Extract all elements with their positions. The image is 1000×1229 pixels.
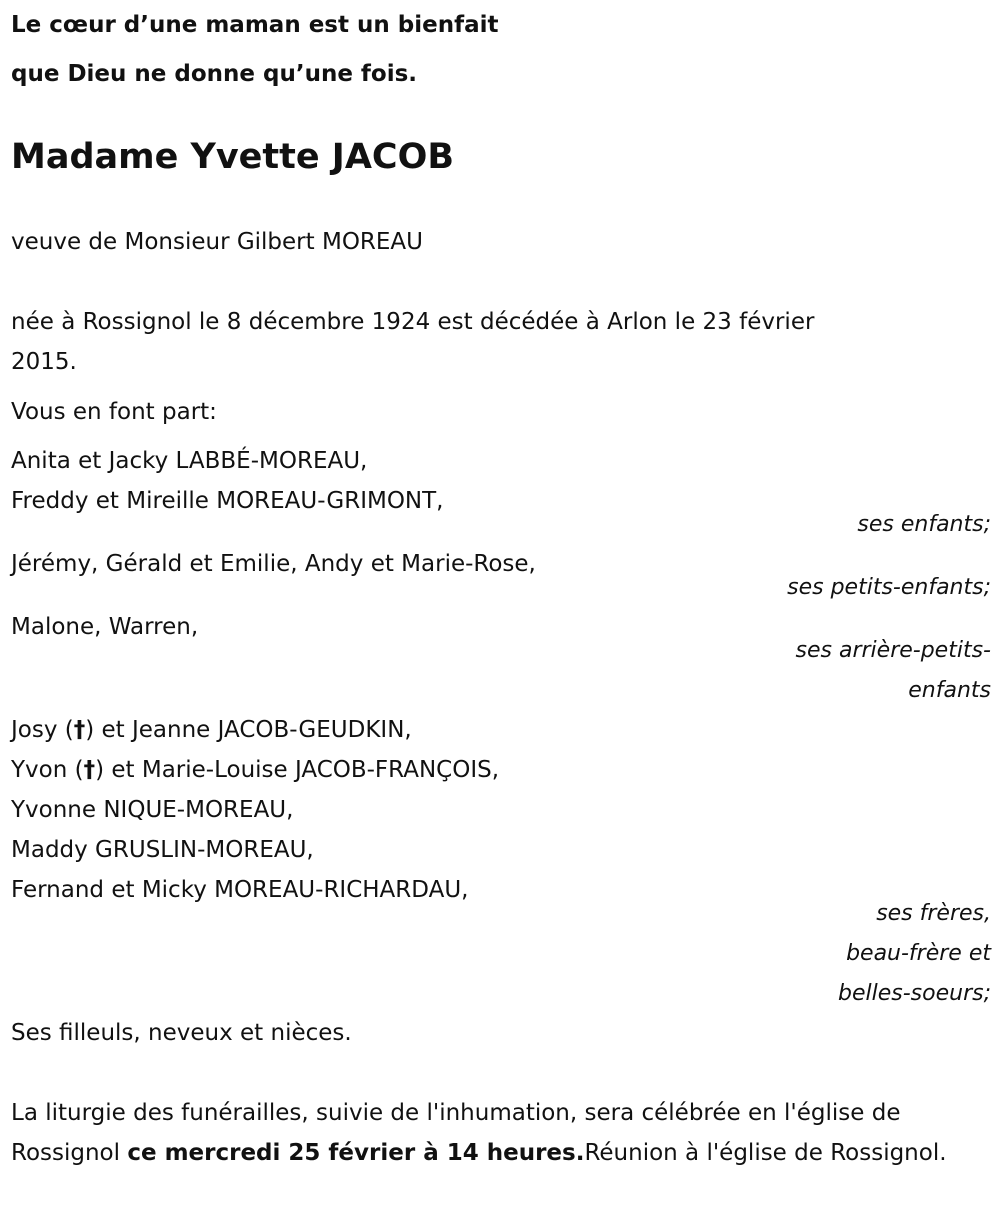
- sibling-yvon: [11, 754, 499, 786]
- child-name-2: Freddy et Mireille MOREAU-GRIMONT,: [11, 488, 444, 514]
- siblings-relation-2: beau-frère et: [846, 941, 991, 966]
- grandchildren-names: Jérémy, Gérald et Emilie, Andy et Marie-Rose,: [11, 551, 536, 577]
- great-grandchildren-relation-2: enfants: [908, 678, 991, 703]
- sibling-yvon-name: Yvon (: [11, 757, 84, 783]
- birth-death-line-2: 2015.: [11, 349, 77, 375]
- funeral-text-end: Réunion à l'église de Rossignol.: [584, 1140, 947, 1166]
- cross-icon: †: [83, 757, 96, 783]
- sibling-josy: [11, 714, 412, 746]
- spouse-line: veuve de Monsieur Gilbert MOREAU: [11, 229, 424, 255]
- sibling-yvon-rest: ) et Marie-Louise JACOB-FRANÇOIS,: [95, 757, 500, 783]
- great-grandchildren-names: Malone, Warren,: [11, 614, 199, 640]
- funeral-text-start: La liturgie des funérailles, suivie de l'inhumation, sera célébrée en l'église de Rossignol: [11, 1100, 901, 1166]
- grandchildren-relation: ses petits-enfants;: [787, 575, 991, 600]
- children-relation: ses enfants;: [857, 512, 991, 537]
- sibling-josy-name: Josy (: [11, 717, 74, 743]
- sibling-maddy: Maddy GRUSLIN-MOREAU,: [11, 837, 314, 863]
- siblings-relation-3: belles-soeurs;: [838, 981, 991, 1006]
- announce-line: Vous en font part:: [11, 399, 217, 425]
- child-name-1: Anita et Jacky LABBÉ-MOREAU,: [11, 448, 368, 474]
- sibling-josy-rest: ) et Jeanne JACOB-GEUDKIN,: [85, 717, 412, 743]
- birth-death-line-1: née à Rossignol le 8 décembre 1924 est décédée à Arlon le 23 février: [11, 309, 815, 335]
- funeral-paragraph: [11, 1093, 986, 1173]
- great-grandchildren-relation-1: ses arrière-petits-: [795, 638, 991, 663]
- funeral-date: ce mercredi 25 février à 14 heures.: [127, 1140, 585, 1166]
- cross-icon: †: [73, 717, 86, 743]
- quote-line-1: Le cœur d’une maman est un bienfait: [11, 12, 499, 38]
- godchildren-line: Ses filleuls, neveux et nièces.: [11, 1020, 352, 1046]
- deceased-name: Madame Yvette JACOB: [11, 137, 455, 177]
- quote-line-2: que Dieu ne donne qu’une fois.: [11, 61, 418, 87]
- sibling-yvonne: Yvonne NIQUE-MOREAU,: [11, 797, 294, 823]
- siblings-relation-1: ses frères,: [876, 901, 991, 926]
- sibling-fernand: Fernand et Micky MOREAU-RICHARDAU,: [11, 877, 469, 903]
